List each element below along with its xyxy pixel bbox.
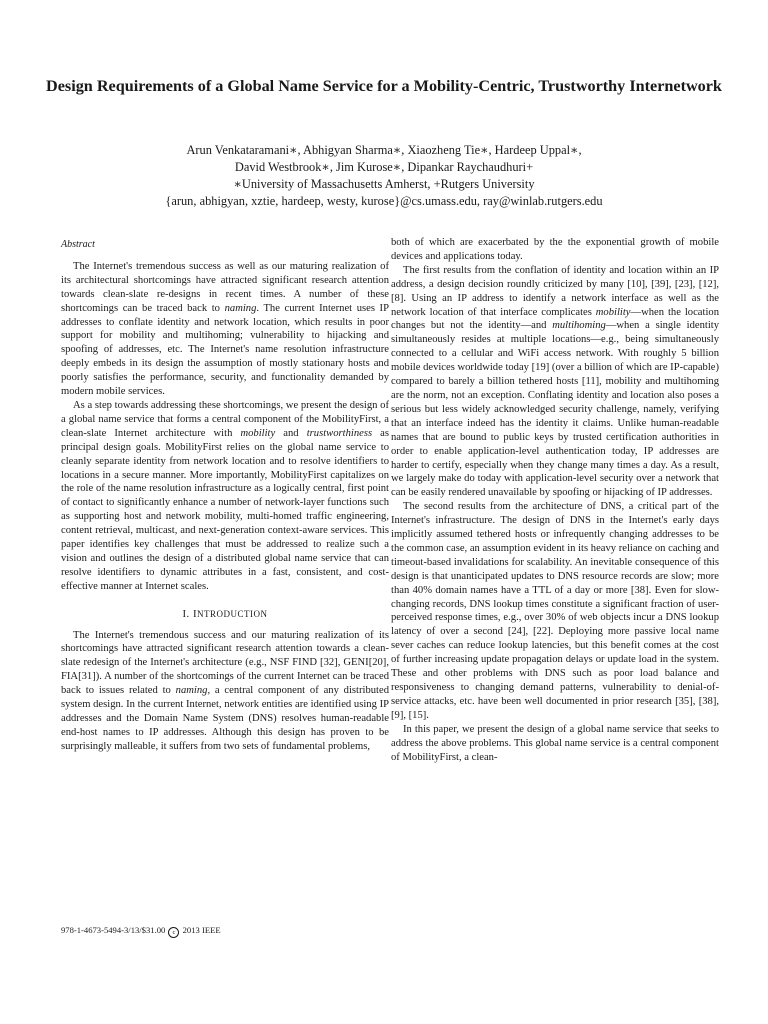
isbn-price: 978-1-4673-5494-3/13/$31.00 — [61, 925, 166, 935]
intro-paragraph-4: In this paper, we present the design of a global name service that seeks to address the above problems. This global name service is a central component of MobilityFirst, a clean- — [391, 723, 719, 763]
right-column — [391, 236, 719, 764]
copyright-icon: c — [168, 927, 179, 938]
intro-paragraph-3: The second results from the architecture of DNS, a critical part of the Internet's infrastructure. The design of DNS in the Internet's early days implicitly assumed tethered hosts or infrequently changing addresses to be the common case, an assumption evident in its heavy reliance on caching and timeout-based invalidations for scalability. An inevitable consequence of this design is that unanticipated updates to DNS resource records are slow; more than 40% domain names have a TTL of a day or more [38]. Even for slow-changing records, DNS lookup times constitute a significant fraction of user-perceived response times, e.g., over 30% of web objects incur a DNS lookup latency of over a second [24], [22]. Deploying more passive local name sever caches can reduce lookup latencies, but this benefit comes at the cost of further increasing update propagation delays or update load in the system. These and other problems with DNS such as poor load balance and responsiveness to changing demand patterns, vulnerability to denial-of-service attacks, etc. have been well documented in prior research [35], [38], [9], [15]. — [391, 501, 720, 721]
intro-paragraph-2: The first results from the conflation of identity and location within an IP address, a design decision roundly criticized by many [10], [39], [23], [12], [8]. Using an IP address to identify a network interface as well as the network location of that interface complicates mobility—when the location changes but not the identity—and multihoming—when a single identity simultaneously resides at multiple locations—e.g., being simultaneously connected to a cellular and WiFi access network. With roughly 5 billion mobile devices worldwide today [19] (over a billion of which are IP-capable) compared to barely a billion tethered hosts [11], mobility and multihoming are the norm, not an exception. Conflating identity and location also poses a serious but less widely acknowledged security challenge, namely, verifying that an interface indeed has the identity it claims. Unlike human-readable names that are bound to public keys by trusted certification authorities in order to enable application-level authentication today, IP addresses are harder to certify, especially when they change many times a day. As a result, we largely make do today with application-level security over a network that can be easily rendered unavailable by spoofing or hijacking of IP addresses. — [391, 264, 720, 499]
abstract-paragraph-1: The Internet's tremendous success as well as our maturing realization of its architectural shortcomings have attracted significant research attention towards clean-slate re-designs in recent times. A number of these shortcomings can be traced back to naming. The current Internet uses IP addresses to conflate identity and network location, which results in poor support for mobility and multihoming; vulnerability to hijacking and spoofing of addresses, etc. The Internet's name resolution infrastructure deeply embeds in its design the assumption of mostly stationary hosts and poorly satisfies the performance, security, and functionality demanded by modern mobile services. — [61, 260, 389, 398]
abstract-heading: Abstract — [61, 239, 95, 250]
section-heading-introduction: I. INTRODUCTION — [182, 607, 268, 620]
left-column — [61, 236, 389, 754]
intro-paragraph-1: The Internet's tremendous success and our maturing realization of its shortcomings have attracted significant research attention towards a clean-slate redesign of the Internet's architecture (e.g., NSF FIND [32], GENI[20], FIA[31]). A number of the shortcomings of the current Internet can be traced back to issues related to naming, a central component of any distributed system design. In the current Internet, network entities are identified using IP addresses and the Domain Name System (DNS) resolves human-readable end-host names to IP addresses. Although this design has proven to be surprisingly malleable, it suffers from two sets of fundamental problems, — [61, 629, 389, 752]
copyright-footer — [61, 925, 221, 938]
author-line-2: David Westbrook∗, Jim Kurose∗, Dipankar Raychaudhuri+ — [234, 160, 534, 174]
paper-title: Design Requirements of a Global Name Service for a Mobility-Centric, Trustworthy Internetwork — [46, 77, 722, 95]
copyright-year: 2013 IEEE — [182, 925, 221, 935]
email-line: {arun, abhigyan, xztie, hardeep, westy, kurose}@cs.umass.edu, ray@winlab.rutgers.edu — [165, 194, 603, 208]
intro-paragraph-1-continued: both of which are exacerbated by the the exponential growth of mobile devices and applications today. — [391, 237, 719, 262]
abstract-paragraph-2: As a step towards addressing these shortcomings, we present the design of a global name service that forms a central component of the MobilityFirst, a clean-slate Internet architecture with mobility and trustworthiness as principal design goals. MobilityFirst relies on the global name service to cleanly separate identity from network location and to resolve identifiers to locations in a secure manner. More importantly, MobilityFirst capitalizes on the role of the name resolution infrastructure as a logically central, first point of contact to significantly enhance a number of network-layer functions such as supporting host and network mobility, multi-homed traffic engineering, content retrieval, multicast, and next-generation context-aware services. This paper identifies key challenges that must be addressed to realize such a vision and outlines the design of a distributed global name service that can resolve identifiers to dynamic attributes in a fast, consistent, and cost-effective manner at Internet scales. — [61, 399, 389, 592]
affiliation-line: ∗University of Massachusetts Amherst, +Rutgers University — [233, 177, 535, 191]
author-line-1: Arun Venkataramani∗, Abhigyan Sharma∗, Xiaozheng Tie∗, Hardeep Uppal∗, — [186, 143, 582, 157]
author-block — [40, 142, 728, 210]
